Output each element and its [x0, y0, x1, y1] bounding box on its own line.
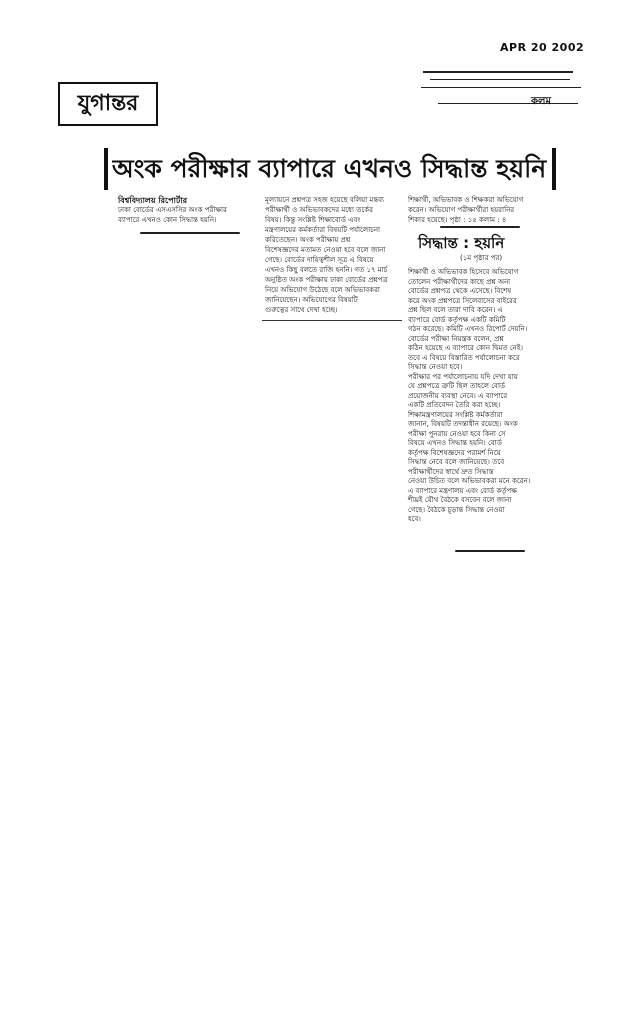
date-stamp: APR 20 2002	[500, 41, 585, 54]
article-byline: বিশ্ববিদ্যালয় রিপোর্টার	[118, 196, 188, 205]
slip-line	[423, 71, 573, 73]
column-end-mark	[455, 550, 525, 552]
headline-right-bracket	[552, 148, 556, 190]
slip-label: কলম	[531, 96, 551, 107]
article-column-3-top: শিক্ষার্থী, অভিভাবক ও শিক্ষকরা অভিযোগ করেন। অভিযোগ পরীক্ষার্থীরা হয়রানির শিকার হয়েছে। পৃষ্ঠা : ১৫ কলাম : ৪	[408, 196, 524, 224]
slip-line	[430, 79, 570, 80]
slip-line	[438, 103, 578, 104]
column-2-divider	[262, 320, 402, 321]
article-headline: অংক পরীক্ষার ব্যাপারে এখনও সিদ্ধান্ত হয়নি	[112, 153, 547, 183]
column-end-mark	[140, 232, 240, 234]
article-column-2: মূল্যায়নে প্রশ্নপত্র সহজ হয়েছে বলিয়া মন্তব্য পরীক্ষার্থী ও অভিভাবকদের মধ্যে তর্কের বিষয়। কিন্তু সংশ্লিষ্ট শিক্ষাবোর্ড এবং মন্ত্রণালয়ের কর্মকর্তারা বিষয়টি পর্যালোচনা করিতেছেন। অংক পরীক্ষায় প্রশ্ন বিশেষজ্ঞদের মতামত নেওয়া হবে বলে জানা গেছে। বোর্ডের দায়িত্বশীল সূত্র এ বিষয়ে এখনও কিছু বলতে রাজি হননি। গত ১৭ মার্চ অনুষ্ঠিত অংক পরীক্ষায় ঢাকা বোর্ডের প্রশ্নপত্র নিয়ে অভিযোগ উঠেছে বলে অভিভাবকরা জানিয়েছেন। অভিযোগের বিষয়টি গুরুত্বের সাথে দেখা হচ্ছে।	[265, 196, 388, 314]
slip-line	[421, 87, 581, 88]
continuation-subheadline: সিদ্ধান্ত : হয়নি	[418, 234, 505, 252]
continuation-note: (১ম পৃষ্ঠার পর)	[460, 254, 503, 262]
clipping-slip	[418, 65, 583, 110]
newspaper-masthead: যুগান্তর	[58, 82, 158, 126]
article-column-3-body: শিক্ষার্থী ও অভিভাবক হিসেবে অভিযোগ তোলেন পরীক্ষার্থীদের কাছে প্রশ্ন অন্য বোর্ডের প্রশ্নপত্র থেকে এসেছে। বিশেষ করে অংক প্রশ্নপত্রে সিলেবাসের বাইরের প্রশ্ন ছিল বলে তারা দাবি করেন। এ ব্যাপারে বোর্ড কর্তৃপক্ষ একটি কমিটি গঠন করেছে। কমিটি এখনও রিপোর্ট দেয়নি। বোর্ডের পরীক্ষা নিয়ন্ত্রক বলেন, প্রশ্ন কঠিন হয়েছে এ ব্যাপারে কোন দ্বিমত নেই। তবে এ বিষয়ে বিস্তারিত পর্যালোচনা করে সিদ্ধান্ত নেওয়া হবে। পরীক্ষার পর পর্যালোচনায় যদি দেখা যায় যে প্রশ্নপত্রে ত্রুটি ছিল তাহলে বোর্ড প্রয়োজনীয় ব্যবস্থা নেবে। এ ব্যাপারে একটি প্রতিবেদন তৈরি করা হচ্ছে। শিক্ষামন্ত্রণালয়ের সংশ্লিষ্ট কর্মকর্তারা জানান, বিষয়টি তদন্তাধীন রয়েছে। অংক পরীক্ষা পুনরায় নেওয়া হবে কিনা সে বিষয়ে এখনও সিদ্ধান্ত হয়নি। বোর্ড কর্তৃপক্ষ বিশেষজ্ঞদের পরামর্শ নিয়ে সিদ্ধান্ত নেবে বলে জানিয়েছে। তবে পরীক্ষার্থীদের স্বার্থে দ্রুত সিদ্ধান্ত নেওয়া উচিত বলে অভিভাবকরা মনে করেন। এ ব্যাপারে মন্ত্রণালয় এবং বোর্ড কর্তৃপক্ষ শীঘ্রই যৌথ বৈঠকে বসবেন বলে জানা গেছে। বৈঠকে চূড়ান্ত সিদ্ধান্ত নেওয়া হবে।	[408, 268, 531, 523]
headline-left-bracket	[104, 148, 108, 190]
column-end-mark	[440, 226, 520, 228]
article-column-1: ঢাকা বোর্ডের এসএসসির অংক পরীক্ষার ব্যাপারে এখনও কোন সিদ্ধান্ত হয়নি।	[118, 206, 227, 224]
